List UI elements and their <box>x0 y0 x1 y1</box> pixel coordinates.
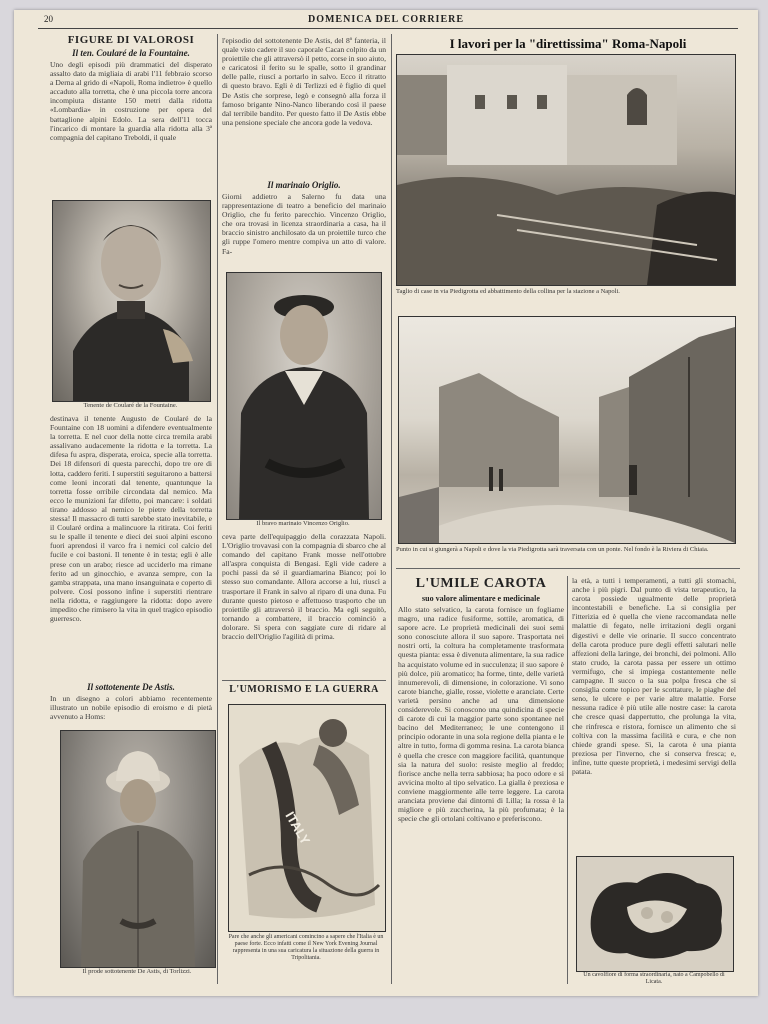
cartoon-rule <box>222 680 386 681</box>
carota-text-b: la età, a tutti i temperamenti, a tutti gli stomachi, anche i più pigri. Dal punto di vista terapeutico, la carota possiede ugualmente delle proprietà incontestabili e benefiche. La si consiglia per l'itterizia ed è quella che viene raccomandata nelle malattie di fegato, nelle irritazioni degli organi digestivi e delle vie orinarie. Il succo concentrato della carota produce pure degli effetti salutari nelle affezioni della laringe, dei bronchi, dei polmoni. Allo stato crudo, la carota passa per essere un ottimo vermifugo, che si impiega costantemente nelle campagne. Il succo o la sua polpa fresca che si consiglia come topico per le scottature, le piaghe del seno, le ulcere e per varie altre malattie. Forse nessuna radice è più utile alle nostre case: la carota che cresce quasi dappertutto, che prolunga la vita, che rinfresca e ristora, fornisce un alimento che si coltiva con la massima facilità e cura, e che non chiede grandi spese. Sì, la carota è una pianta preziosa per l'inverno, che si conserva fresca; e, infine, tutte queste proprietà, i medesimi servigi della patata. <box>572 576 736 776</box>
carota-article-column-1 <box>398 576 564 969</box>
masthead: DOMENICA DEL CORRIERE <box>307 14 465 25</box>
cartoon-illustration <box>228 704 386 932</box>
article-text-coulare-b: destinava il tenente Augusto de Coularé de la Fountaine con 18 uomini a difendere eventualmente la torretta. E nel cuor della notte circa tremila arabi assalivano audacemente la ridotta e la torretta. La difesa fu aspra, disperata, eroica, specie alla torretta. Dei 18 difensori di questa parecchi, dopo tre ore di lotta, caddero feriti. I superstiti seguitarono a battersi come leoni incorati dal tenente, quantunque la torretta fosse orribile circondata dal nemico. Ma ecco le munizioni far difetto, poi mancare: i soldati tirano addosso al nemico le pietre della torretta stessa! Il massacro di tutti sarebbe stato inevitabile, e il Coularé ordina a malincuore la ritirata. Coi feriti su le spalle il tenente e dieci dei suoi alpini escono fuori aprendosi il varco fra i nemici col calcio del fucile e coi bastoni. Il tenente è in testa; egli è alle prese con un arabo; riesce ad ucciderlo ma rimane ferito ad un ginocchio, e avanza sempre, con la gamba strappata, una mano insanguinata e coperto di polvere. Così possono infine i superstiti rientrare nella ridotta, e raggiungere la ridotta: dopo avere impedito che rimisero la vita in quel tragico episodio guerresco. <box>50 414 212 624</box>
column-rule-3 <box>567 576 568 984</box>
caption-coulare: Tenente de Coularé de la Fountaine. <box>83 402 178 409</box>
page-number: 20 <box>44 14 53 24</box>
column-rule-1 <box>217 34 218 984</box>
photo-cauliflower <box>576 856 734 972</box>
column-2 <box>222 36 386 262</box>
caption-de-astis: Il prode sottotenente De Astis, di Torlizzi. <box>82 968 192 975</box>
article-text-coulare-a: Uno degli episodi più drammatici del disperato assalto dato da migliaia di arabi l'11 febbraio scorso a Derna al grido di «Napoli, Roma indietro» è quello accaduto alla torretta, che è una piccola torre ancora incompiuta distante 150 metri dalla ridotta «Lombardia» in costruzione per opera del battaglione alpini Edolo. La sera dell'11 tocca l'incarico di montare la guardia alla ridotta alla 3ª compagnia del capitano Treboldi, il quale <box>50 60 212 142</box>
caption-cauliflower: Un cavolfiore di forma straordinaria, nato a Campobello di Licata. <box>583 972 725 985</box>
soldier-portrait-figure <box>61 731 215 967</box>
caption-cartoon: Pare che anche gli americani comincino a sapere che l'Italia è un paese forte. Ecco infatti come il New York Evening Journal rappresenta in una sua caricatura la situazione della guerra in Tripolitania. <box>228 934 384 961</box>
top-rule <box>38 28 738 29</box>
cauliflower-figure <box>577 857 733 971</box>
caption-demolition: Taglio di case in via Piedigrotta ed abbattimento della collina per la stazione a Napoli. <box>396 288 620 295</box>
carota-title: L'UMILE CAROTA <box>415 576 547 591</box>
column-rule-2 <box>391 34 392 984</box>
section-title-direttissima: I lavori per la "direttissima" Roma-Napoli <box>449 36 687 51</box>
article-text-de-astis-b: l'episodio del sottotenente De Astis, del 8º fanteria, il quale visto cadere il suo caporale Cacan colpito da un proiettile che gli attraversò il petto, corse in suo aiuto, e caricatosi il ferito su le spalle, sotto il grandinar delle palle, riuscì a portarlo in salvo. Ecco il ritratto di questo bravo. Egli è di Terlizzi ed è figlio di quel De Astis che sorprese, legò e consegnò alla forza il famoso brigante Nino-Nanco liberando così il paese dal terribile bandito. Per questo fatto il De Astis ebbe una pensione speciale che ancora gode la vedova. <box>222 36 386 127</box>
subtitle-origlio: Il marinaio Origlio. <box>267 180 341 190</box>
cartoon-label-italy: ITALY <box>282 809 314 848</box>
demolition-scene <box>397 55 735 285</box>
column-1-continued <box>50 414 212 722</box>
cartoon-section-title: L'UMORISMO E LA GUERRA <box>229 684 379 695</box>
subtitle-coulare: Il ten. Coularé de la Fountaine. <box>72 48 190 58</box>
article-text-origlio-b: ceva parte dell'equipaggio della corazzata Napoli. L'Origlio trovavasi con la compagnia di sbarco che al comando del capitano Frank mosse nell'ottobre all'aspra conquista di Bengasi. Egli vide cadere a pochi passi da sé il guardiamarina Bianco; poi lo stesso suo comandante. Allora accorse a lui, riuscì a trasportare il Frank in salvo al riparo di una duna. Fu durante questo pietoso e affettuoso trasporto che un proiettile gli attraversò il braccio. Ma egli seguitò, tornando a combattere, il braccio cominciò a dolorare. Si spera con saggiate cure di ridare al braccio dell'Origlio l'agilità di prima. <box>222 532 386 642</box>
photo-via-piedigrotta-street <box>398 316 736 544</box>
carota-text-a: Allo stato selvatico, la carota fornisce un fogliame magro, una radice fusiforme, sottile, aromatica, di sapore acre. Le proprietà medicinali dei suoi semi sono conosciute allora il suo sapore. Trasportata nei nostri orti, la coltura ha completamente trasformata questa pianta: essa è divenuta alimentare, la sua radice ha acquistato volume ed in succulenza; il suo sapore è più dolce, più aromatico; ha forme, tinte, delle varietà innumerevoli, di dimensione, in colorazione. Vi sono carote bianche, gialle, rosse, violette e aranciate. Certe varietà persino anche ad una dimensione considerevole. Si conoscono una quindicina di specie di carote di cui la maggior parte sono spontanee nel bacino del Mediterraneo; le une contengono il principio odorante in una sola regione della pianta e le altre in tutto, forma di gomma resina. La carota bianca è quella che cresce con maggiore facilità, quantunque sia la natura del suolo: resiste meglio al freddo; fiorisce anche nella terra sabbiosa; ha poco odore e si avvicina molto al tipo selvatico. La gialla è preziosa e conviene maggiormente alle terre leggere. La carota aranciata proviene dai dintorni di Lilla; la rossa è la migliore e più zuccherina, la più profumata; è la specie che gli ortolani coltivano e preferiscono. <box>398 605 564 824</box>
newspaper-page <box>14 10 758 996</box>
photo-demolition-piedigrotta <box>396 54 736 286</box>
caption-street: Punto in cui si giungerà a Napoli e dove la via Piedigrotta sarà traversata con un ponte. Nel fondo è la Riviera di Chiaia. <box>396 546 709 553</box>
column-2-continued <box>222 532 386 670</box>
portrait-coulare-photo <box>52 200 211 402</box>
portrait-de-astis-photo <box>60 730 216 968</box>
article-text-de-astis-a: In un disegno a colori abbiamo recentemente illustrato un nobile episodio di eroismo e di pietà avvenuto a Homs: <box>50 694 212 722</box>
caption-origlio: Il bravo marinaio Vincenzo Origlio. <box>256 520 350 527</box>
street-scene <box>399 317 735 543</box>
section-title-figure-di-valorosi: FIGURE DI VALOROSI <box>67 34 195 46</box>
subtitle-de-astis: Il sottotenente De Astis. <box>87 682 175 692</box>
column-1 <box>50 34 212 178</box>
officer-portrait-figure <box>53 201 210 401</box>
carota-rule <box>396 568 740 569</box>
cartoon-drawing <box>229 705 385 931</box>
sailor-portrait-figure <box>227 273 381 519</box>
carota-article-column-2 <box>572 576 736 846</box>
portrait-origlio-photo <box>226 272 382 520</box>
carota-subtitle: suo valore alimentare e medicinale <box>422 594 540 603</box>
article-text-origlio-a: Giorni addietro a Salerno fu data una rappresentazione di teatro a beneficio del marinaio Origlio, che fu ferito parecchio. Vincenzo Origlio, che ora trovasi in licenza straordinaria a casa, ha il braccio sinistro anchilosato da un proiettile turco che gli ruppe l'omero mentre compiva un atto di valore. Fa- <box>222 192 386 256</box>
